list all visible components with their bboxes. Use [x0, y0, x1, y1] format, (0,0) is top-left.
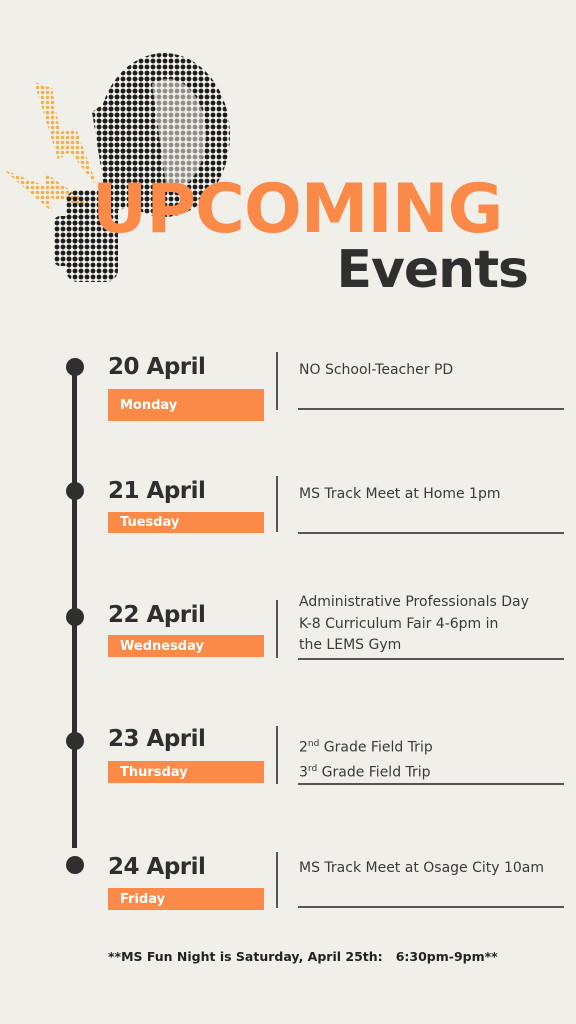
underline [298, 408, 564, 410]
megaphone-icon [0, 40, 260, 290]
event-date: 21 April [108, 478, 206, 504]
event-line: 2nd Grade Field Trip [299, 739, 433, 756]
divider [276, 476, 278, 532]
event-item [0, 594, 576, 698]
timeline-dot [66, 358, 84, 376]
event-line: the LEMS Gym [299, 637, 402, 653]
event-day-badge: Monday [108, 389, 264, 421]
title-events: Events [336, 240, 528, 300]
divider [276, 352, 278, 410]
divider [276, 852, 278, 908]
event-description [299, 734, 569, 784]
event-line: 3rd Grade Field Trip [299, 764, 431, 781]
event-description [299, 484, 569, 506]
event-item [0, 352, 576, 452]
divider [276, 600, 278, 658]
event-item [0, 852, 576, 952]
underline [298, 532, 564, 534]
underline [298, 906, 564, 908]
event-description [299, 858, 569, 880]
event-day-badge: Thursday [108, 761, 264, 783]
event-description [299, 360, 569, 382]
event-item [0, 476, 576, 576]
event-line: NO School-Teacher PD [299, 362, 454, 378]
timeline-dot [66, 608, 84, 626]
timeline-dot [66, 856, 84, 874]
divider [276, 726, 278, 784]
event-description [299, 592, 569, 657]
event-line: K-8 Curriculum Fair 4-6pm in [299, 615, 499, 632]
event-line: MS Track Meet at Home 1pm [299, 486, 501, 502]
event-date: 20 April [108, 354, 206, 380]
underline [298, 783, 564, 785]
timeline-dot [66, 732, 84, 750]
underline [298, 658, 564, 660]
event-line: Administrative Professionals Day [299, 594, 529, 610]
event-date: 22 April [108, 602, 206, 628]
event-day-badge: Friday [108, 888, 264, 910]
timeline-dot [66, 482, 84, 500]
footer-note: **MS Fun Night is Saturday, April 25th: 6:30pm-9pm** [108, 949, 498, 964]
event-item [0, 724, 576, 824]
event-day-badge: Tuesday [108, 512, 264, 533]
title-upcoming: UPCOMING [92, 170, 503, 249]
event-date: 23 April [108, 726, 206, 752]
event-date: 24 April [108, 854, 206, 880]
event-day-badge: Wednesday [108, 635, 264, 657]
event-line: MS Track Meet at Osage City 10am [299, 860, 545, 876]
